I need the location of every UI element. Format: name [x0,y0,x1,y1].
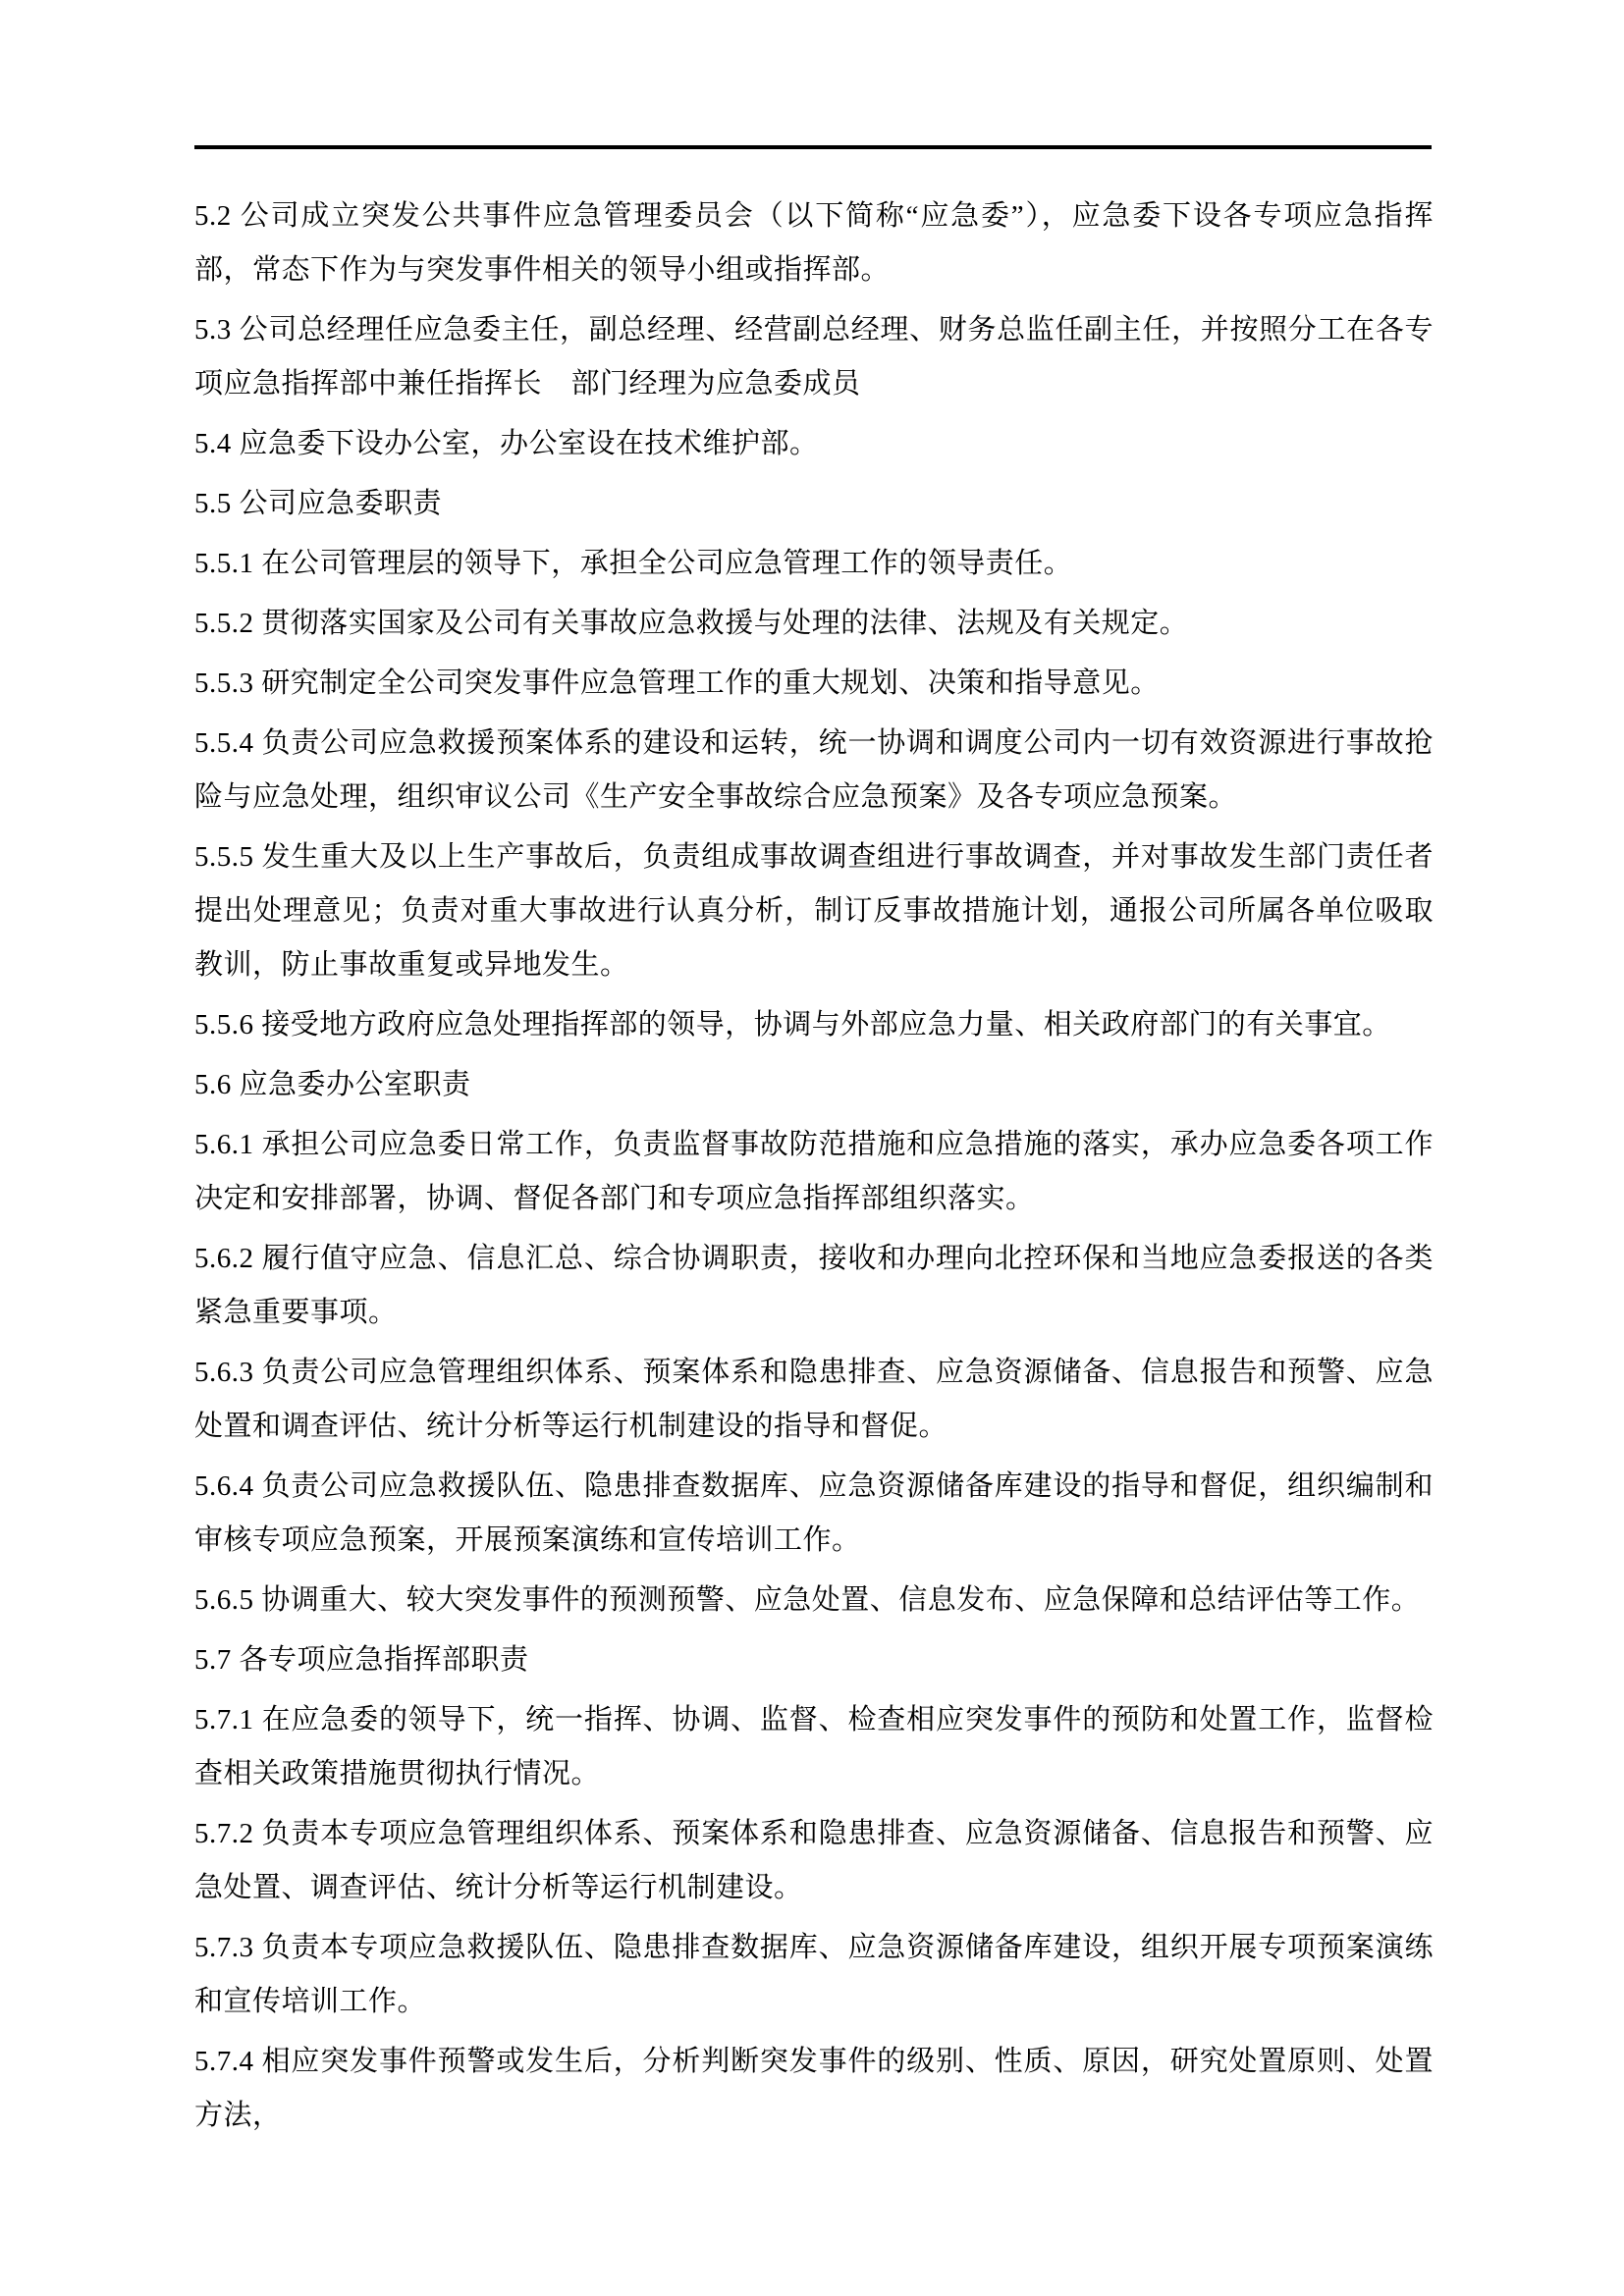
paragraph-5-6-3: 5.6.3 负责公司应急管理组织体系、预案体系和隐患排查、应急资源储备、信息报告和预警、应急处置和调查评估、统计分析等运行机制建设的指导和督促。 [194,1357,1434,1442]
paragraph-5-4: 5.4 应急委下设办公室，办公室设在技术维护部。 [194,428,819,459]
paragraph-5-5-6: 5.5.6 接受地方政府应急处理指挥部的领导，协调与外部应急力量、相关政府部门的有关事宜。 [194,1009,1391,1041]
document-body [194,189,1434,2149]
paragraph-5-5-2: 5.5.2 贯彻落实国家及公司有关事故应急救援与处理的法律、法规及有关规定。 [194,608,1189,639]
paragraph-5-5-1: 5.5.1 在公司管理层的领导下，承担全公司应急管理工作的领导责任。 [194,548,1073,579]
header-divider [194,145,1432,149]
paragraph-5-7-4: 5.7.4 相应突发事件预警或发生后，分析判断突发事件的级别、性质、原因，研究处置原则、处置方法， [194,2046,1434,2131]
paragraph-5-7: 5.7 各专项应急指挥部职责 [194,1644,529,1676]
paragraph-5-7-1: 5.7.1 在应急委的领导下，统一指挥、协调、监督、检查相应突发事件的预防和处置工作，监督检查相关政策措施贯彻执行情况。 [194,1704,1434,1789]
paragraph-5-6-1: 5.6.1 承担公司应急委日常工作，负责监督事故防范措施和应急措施的落实，承办应急委各项工作决定和安排部署，协调、督促各部门和专项应急指挥部组织落实。 [194,1129,1434,1214]
paragraph-5-6-5: 5.6.5 协调重大、较大突发事件的预测预警、应急处置、信息发布、应急保障和总结评估等工作。 [194,1584,1421,1616]
paragraph-5-6-4: 5.6.4 负责公司应急救援队伍、隐患排查数据库、应急资源储备库建设的指导和督促，组织编制和审核专项应急预案，开展预案演练和宣传培训工作。 [194,1470,1434,1556]
paragraph-5-3: 5.3 公司总经理任应急委主任，副总经理、经营副总经理、财务总监任副主任，并按照分工在各专项应急指挥部中兼任指挥长 部门经理为应急委成员 [194,314,1434,400]
paragraph-5-6: 5.6 应急委办公室职责 [194,1069,471,1100]
paragraph-5-7-2: 5.7.2 负责本专项应急管理组织体系、预案体系和隐患排查、应急资源储备、信息报告和预警、应急处置、调查评估、统计分析等运行机制建设。 [194,1818,1434,1903]
paragraph-5-5-5: 5.5.5 发生重大及以上生产事故后，负责组成事故调查组进行事故调查，并对事故发生部门责任者提出处理意见；负责对重大事故进行认真分析，制订反事故措施计划，通报公司所属各单位吸取教训，防止事故重复或异地发生。 [194,841,1434,981]
paragraph-5-5: 5.5 公司应急委职责 [194,488,443,519]
paragraph-5-5-4: 5.5.4 负责公司应急救援预案体系的建设和运转，统一协调和调度公司内一切有效资源进行事故抢险与应急处理，组织审议公司《生产安全事故综合应急预案》及各专项应急预案。 [194,727,1434,813]
paragraph-5-2: 5.2 公司成立突发公共事件应急管理委员会（以下简称“应急委”），应急委下设各专项应急指挥部，常态下作为与突发事件相关的领导小组或指挥部。 [194,200,1434,286]
paragraph-5-6-2: 5.6.2 履行值守应急、信息汇总、综合协调职责，接收和办理向北控环保和当地应急委报送的各类紧急重要事项。 [194,1243,1434,1328]
paragraph-5-5-3: 5.5.3 研究制定全公司突发事件应急管理工作的重大规划、决策和指导意见。 [194,667,1160,699]
paragraph-5-7-3: 5.7.3 负责本专项应急救援队伍、隐患排查数据库、应急资源储备库建设，组织开展专项预案演练和宣传培训工作。 [194,1932,1434,2017]
